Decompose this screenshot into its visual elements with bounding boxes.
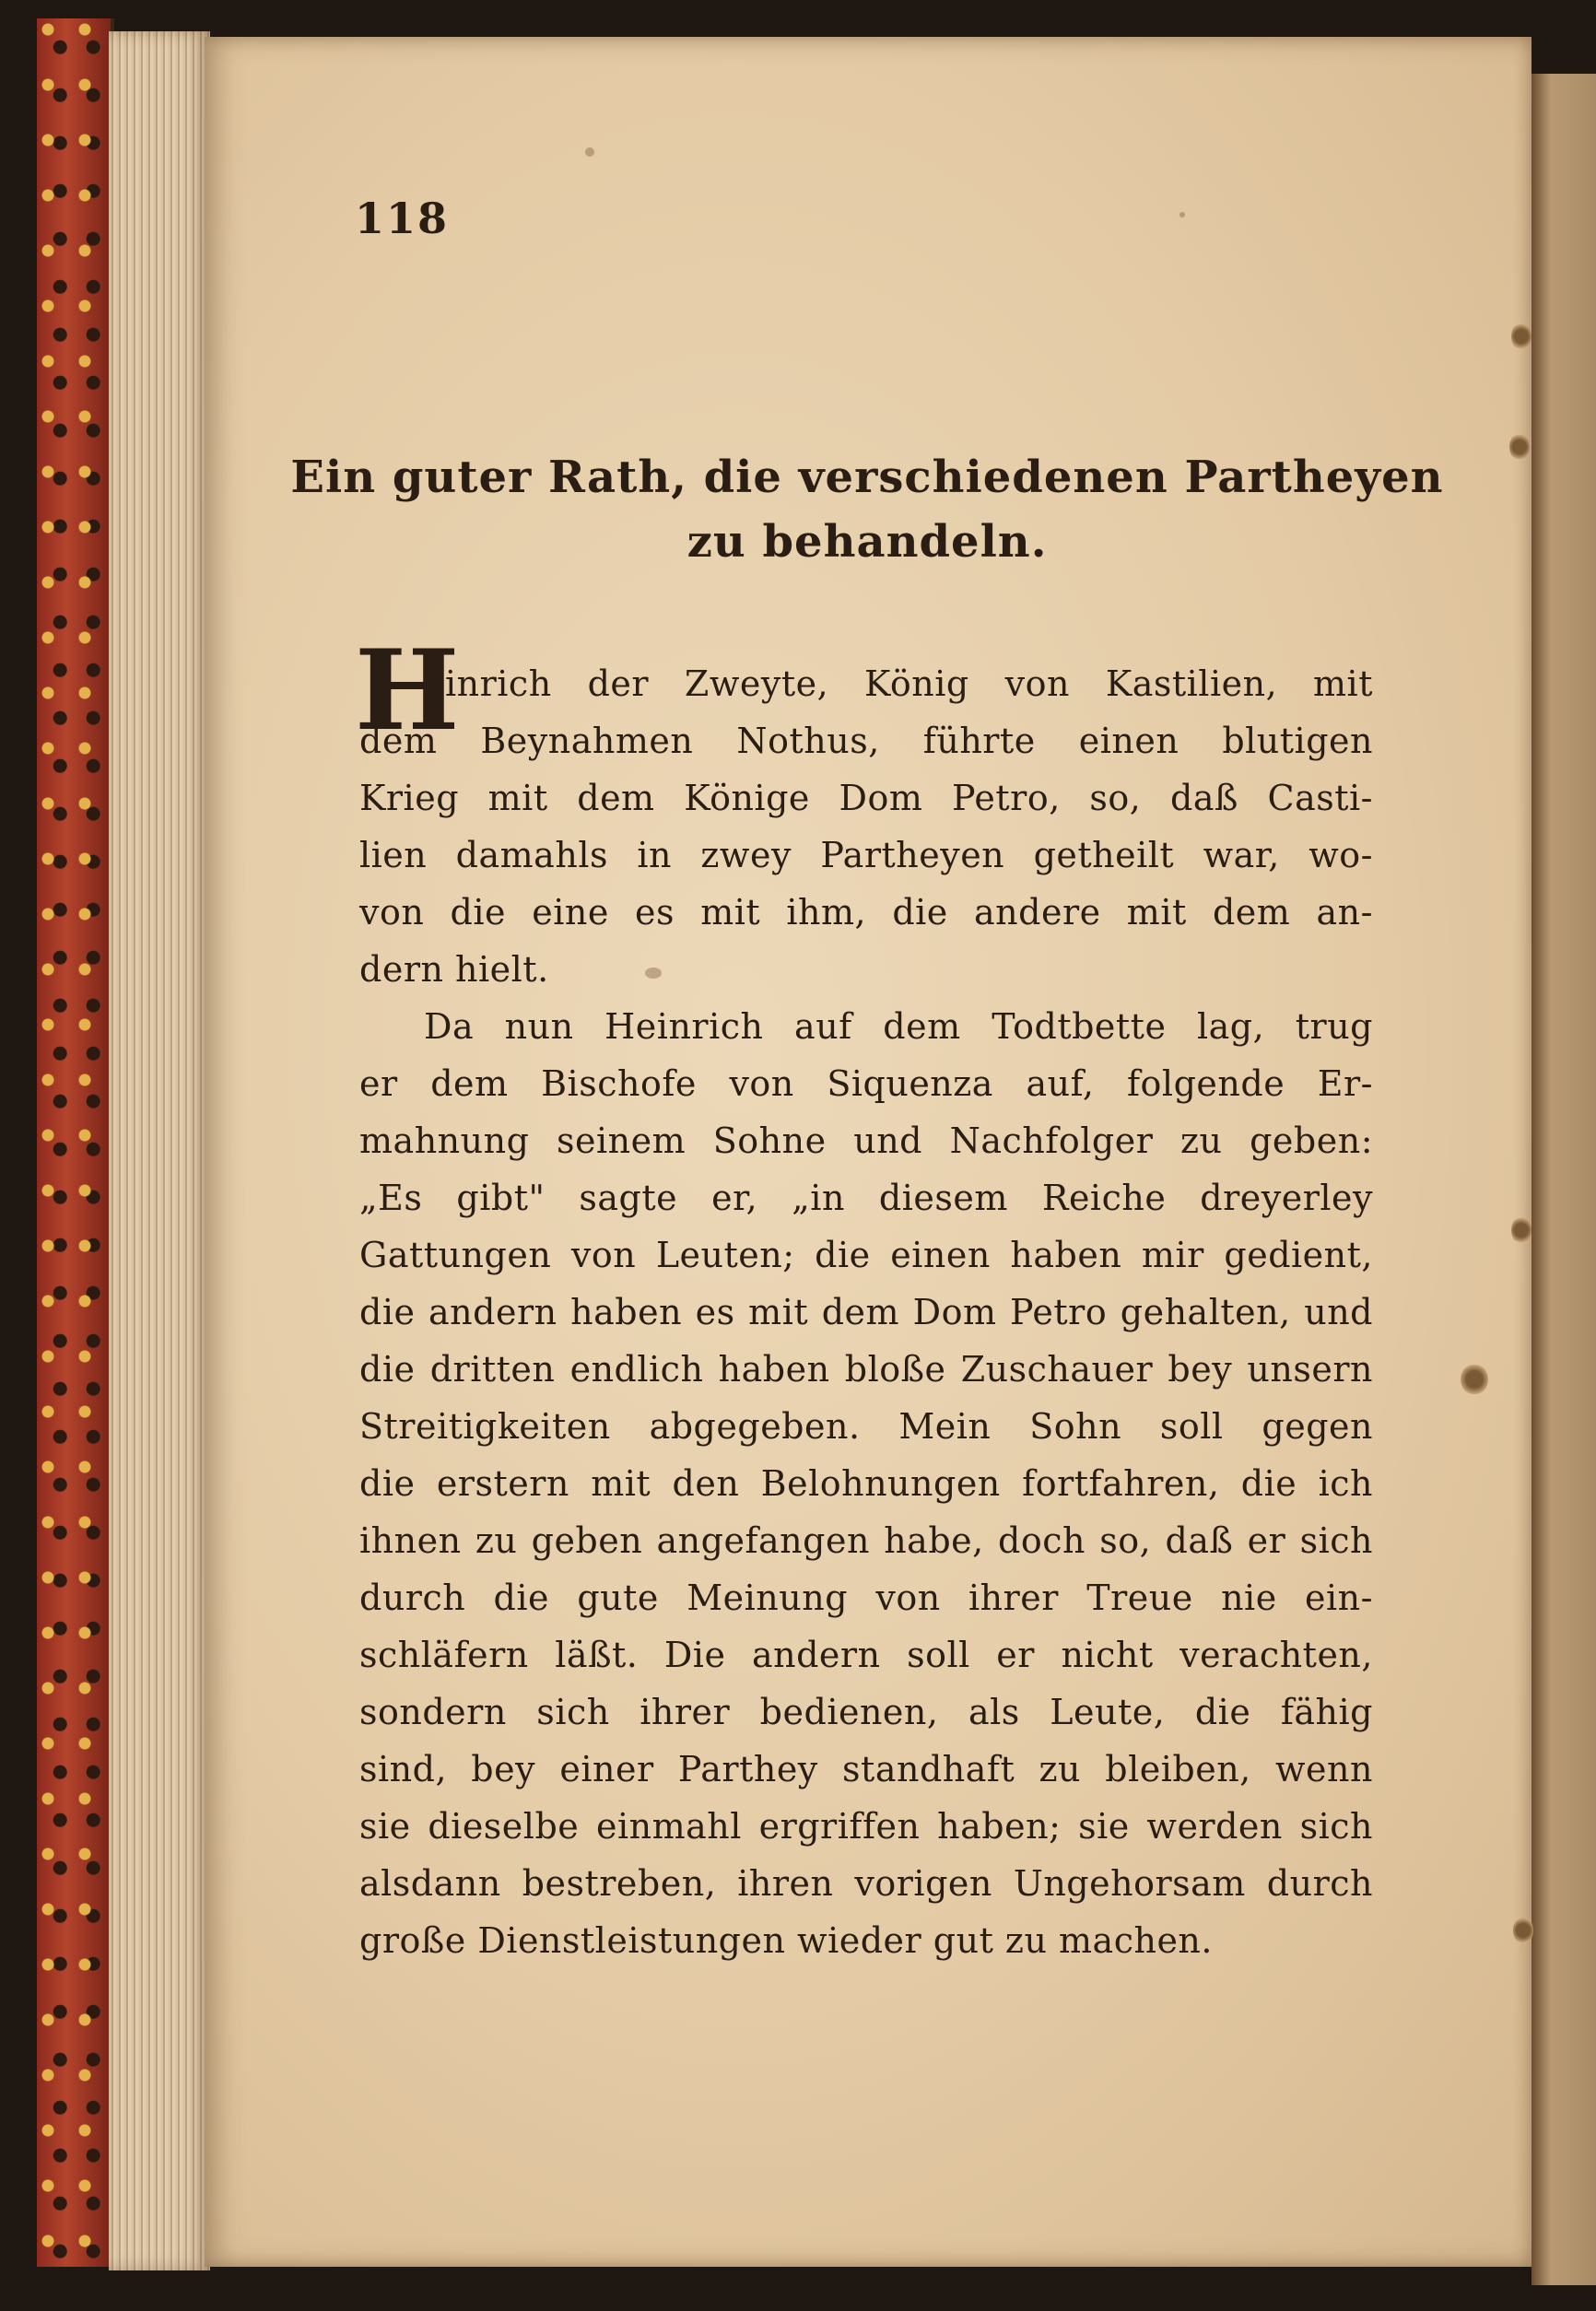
binding-hole (1513, 1917, 1533, 1944)
next-page-edge (1531, 74, 1596, 2285)
page-edges (109, 31, 210, 2270)
paper-speck (585, 147, 594, 157)
binding-hole (1461, 1364, 1488, 1395)
chapter-title-line-2: zu behandeln. (687, 516, 1048, 568)
text-line: durch die gute Meinung von ihrer Treue nie ein- (359, 1578, 1373, 1618)
text-line: mahnung seinem Sohne und Nachfolger zu geben: (359, 1120, 1373, 1161)
paper-speck (1179, 212, 1185, 217)
text-line: alsdann bestreben, ihren vorigen Ungehorsam durch (359, 1863, 1373, 1904)
text-line: einrich der Zweyte, König von Kastilien, mit (424, 663, 1373, 704)
text-line: sondern sich ihrer bedienen, als Leute, die fähig (359, 1692, 1373, 1732)
text-line: er dem Bischofe von Siquenza auf, folgende Er- (359, 1063, 1373, 1104)
text-line: große Dienstleistungen wieder gut zu machen. (359, 1920, 1213, 1961)
binding-hole (1511, 1216, 1531, 1244)
binding-hole (1511, 323, 1531, 350)
text-line: Streitigkeiten abgegeben. Mein Sohn soll gegen (359, 1406, 1373, 1447)
text-line: „Es gibt" sagte er, „in diesem Reiche dreyerley (359, 1178, 1373, 1218)
text-line: die erstern mit den Belohnungen fortfahren, die ich (359, 1463, 1373, 1504)
text-line: sie dieselbe einmahl ergriffen haben; sie werden sich (359, 1806, 1373, 1847)
text-line: dern hielt. (359, 949, 549, 990)
page-number: 118 (355, 194, 450, 243)
text-line: Da nun Heinrich auf dem Todtbette lag, trug (424, 1006, 1373, 1047)
chapter-title-line-1: Ein guter Rath, die verschiedenen Partheyen (290, 452, 1444, 503)
text-line: schläfern läßt. Die andern soll er nicht verachten, (359, 1635, 1373, 1675)
text-line: die dritten endlich haben bloße Zuschauer bey unsern (359, 1349, 1373, 1390)
text-line: Krieg mit dem Könige Dom Petro, so, daß Casti- (359, 778, 1373, 818)
drop-cap: H (355, 626, 460, 756)
text-line: sind, bey einer Parthey standhaft zu bleiben, wenn (359, 1749, 1373, 1789)
text-line: dem Beynahmen Nothus, führte einen blutigen (359, 721, 1373, 761)
text-line: von die eine es mit ihm, die andere mit dem an- (359, 892, 1373, 933)
marbled-cover-edge (37, 18, 114, 2267)
text-line: die andern haben es mit dem Dom Petro gehalten, und (359, 1292, 1373, 1332)
text-line: Gattungen von Leuten; die einen haben mir gedient, (359, 1235, 1373, 1275)
text-line: lien damahls in zwey Partheyen getheilt war, wo- (359, 835, 1373, 875)
text-line: ihnen zu geben angefangen habe, doch so, daß er sich (359, 1520, 1373, 1561)
